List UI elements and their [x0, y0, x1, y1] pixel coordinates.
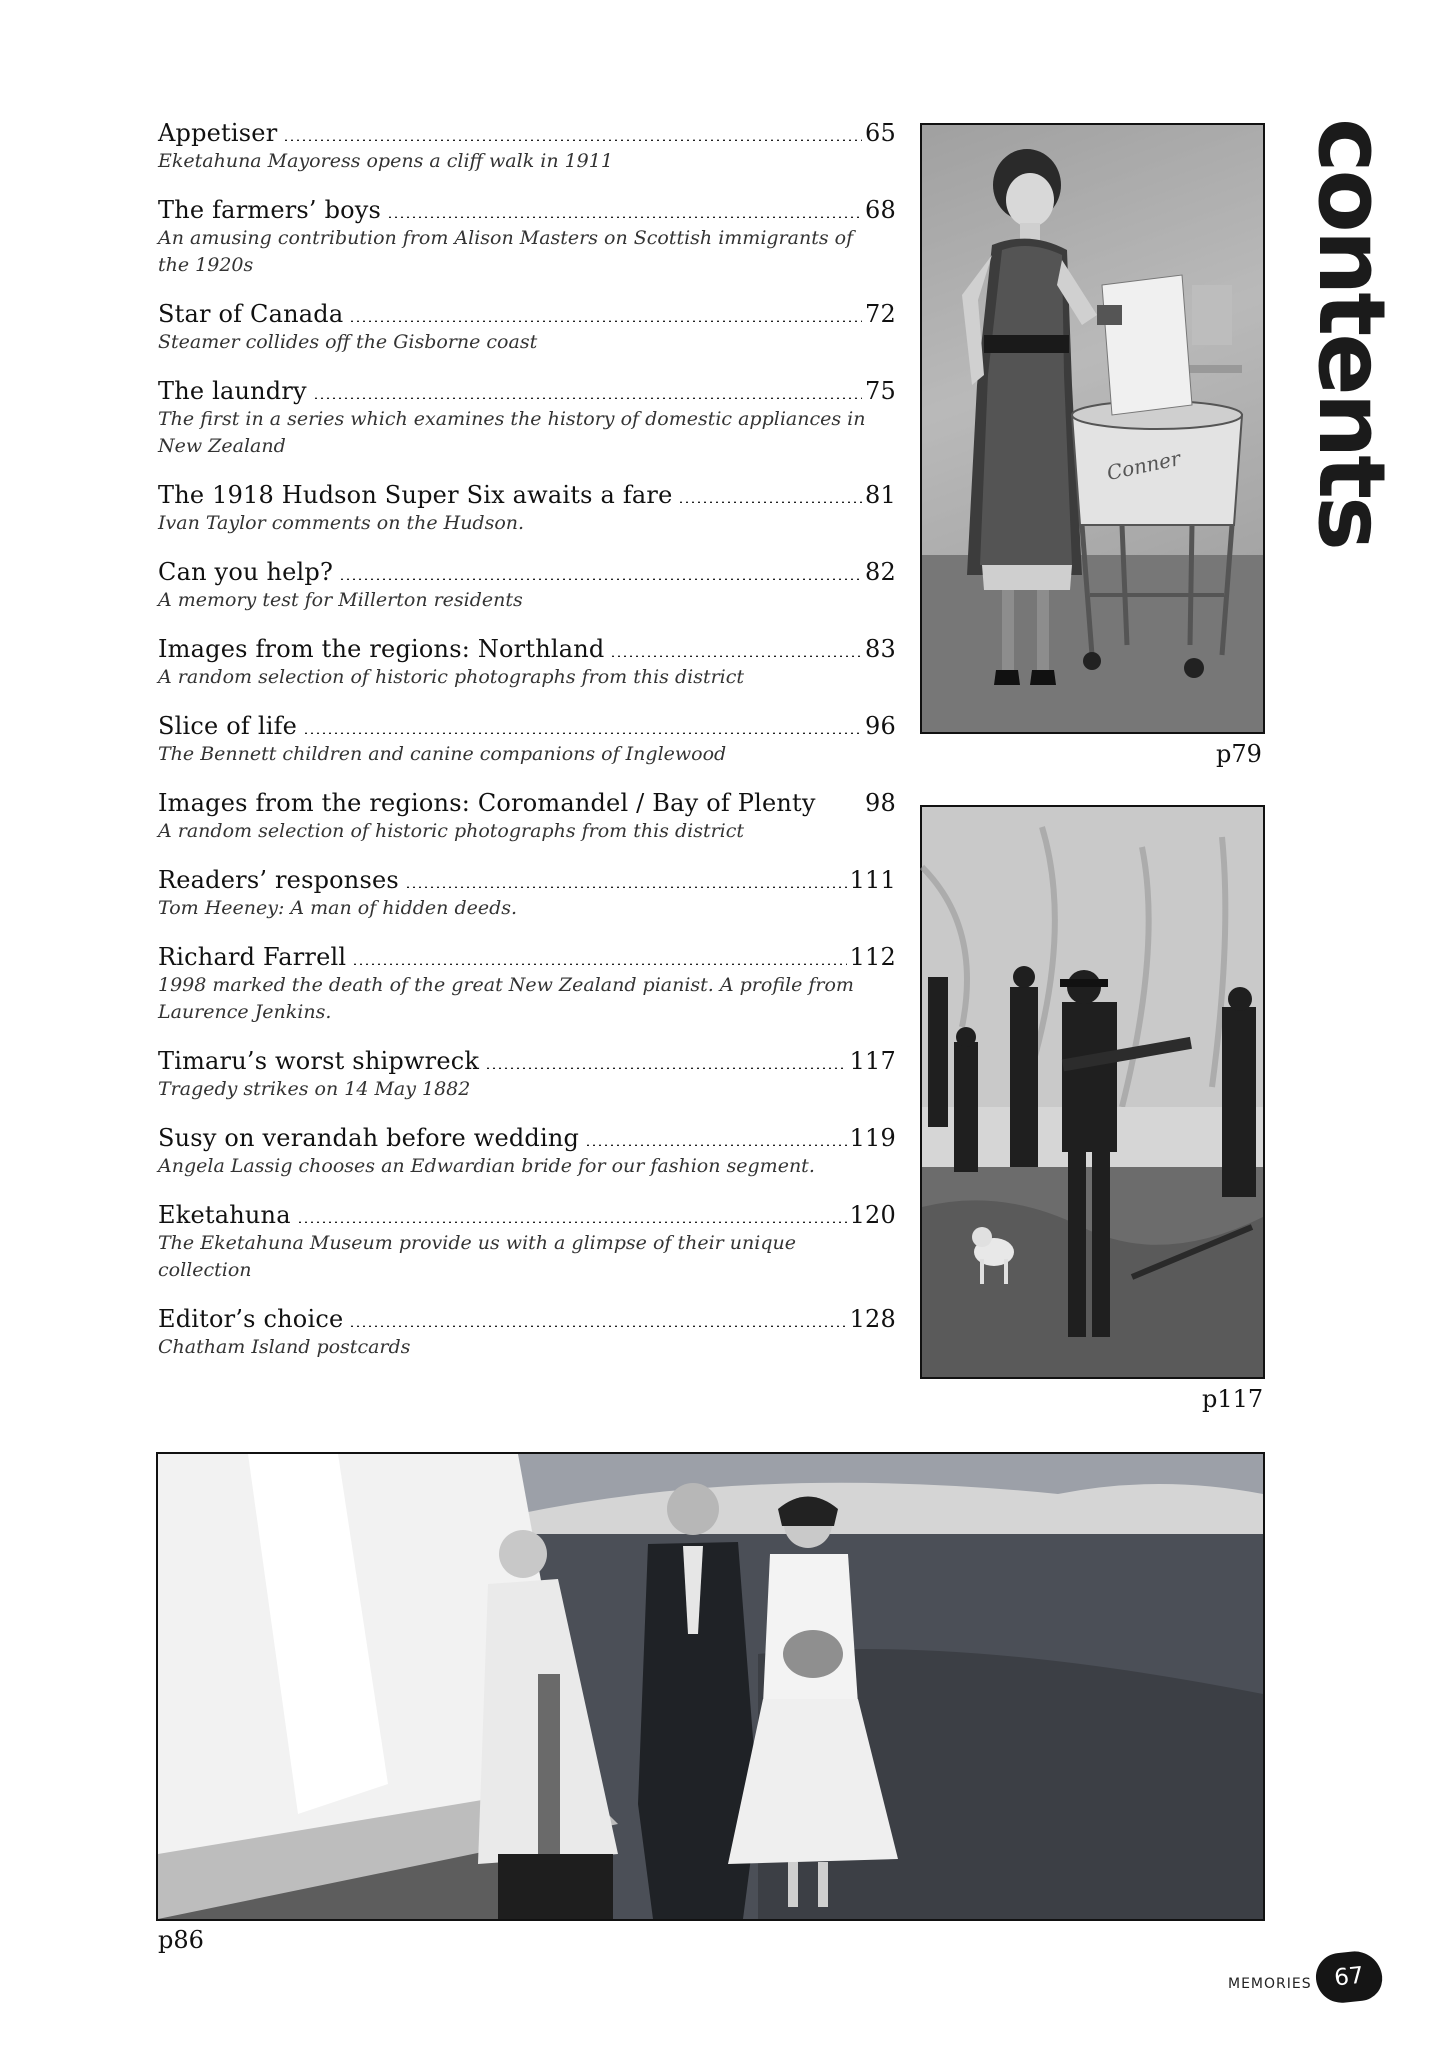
toc-entry-page-number: 75: [865, 377, 896, 405]
dot-leader: [303, 732, 862, 734]
toc-entry[interactable]: [158, 942, 896, 1026]
toc-entry-description: Ivan Taylor comments on the Hudson.: [158, 512, 525, 534]
toc-entry[interactable]: [158, 1046, 896, 1103]
toc-entry-title: Can you help?: [158, 558, 334, 586]
dot-leader: [352, 963, 846, 965]
dot-leader: [820, 816, 861, 818]
toc-entry[interactable]: [158, 788, 896, 845]
toc-entry-title: Eketahuna: [158, 1201, 291, 1229]
toc-entry-heading: [158, 480, 896, 510]
toc-entry-description: Steamer collides off the Gisborne coast: [158, 331, 538, 353]
toc-entry-title: Slice of life: [158, 712, 298, 740]
toc-entry-page-number: 65: [865, 119, 896, 147]
toc-entry-heading: [158, 1304, 896, 1334]
dot-leader: [678, 501, 862, 503]
toc-entry-description: The first in a series which examines the history of domestic appliances in New Zealand: [158, 408, 866, 457]
toc-entry[interactable]: [158, 711, 896, 768]
toc-entry-heading: [158, 788, 896, 818]
toc-entry-description: The Bennett children and canine companions of Inglewood: [158, 743, 727, 765]
toc-entry-description: A memory test for Millerton residents: [158, 589, 523, 611]
toc-entry-page-number: 72: [865, 300, 896, 328]
toc-entry-title: Richard Farrell: [158, 943, 347, 971]
toc-entry-page-number: 117: [849, 1047, 896, 1075]
toc-entry-title: Editor’s choice: [158, 1305, 344, 1333]
toc-entry[interactable]: [158, 1200, 896, 1284]
laundry-photo-caption: p79: [1216, 740, 1262, 768]
toc-entry[interactable]: [158, 118, 896, 175]
toc-entry-heading: [158, 557, 896, 587]
toc-entry[interactable]: [158, 299, 896, 356]
dot-leader: [349, 1325, 846, 1327]
toc-entry-heading: [158, 865, 896, 895]
toc-entry-description: An amusing contribution from Alison Masters on Scottish immigrants of the 1920s: [158, 227, 854, 276]
toc-entry-title: Images from the regions: Northland: [158, 635, 605, 663]
toc-entry-description: Eketahuna Mayoress opens a cliff walk in 1911: [158, 150, 613, 172]
page-number-badge: 67: [1314, 1949, 1385, 2006]
toc-entry[interactable]: [158, 195, 896, 279]
magazine-name: MEMORIES: [1228, 1976, 1312, 1992]
toc-entry[interactable]: [158, 480, 896, 537]
toc-entry-title: Readers’ responses: [158, 866, 399, 894]
wedding-photo: [156, 1452, 1265, 1921]
wedding-photo-illustration: [158, 1454, 1263, 1919]
contents-list: [158, 118, 896, 1381]
machine-brand-label: Conner: [1104, 446, 1183, 485]
toc-entry-page-number: 111: [849, 866, 896, 894]
toc-entry-heading: [158, 299, 896, 329]
toc-entry[interactable]: [158, 1304, 896, 1361]
toc-entry-description: 1998 marked the death of the great New Zealand pianist. A profile from Laurence Jenkins.: [158, 974, 854, 1023]
toc-entry-heading: [158, 118, 896, 148]
toc-entry-title: Images from the regions: Coromandel / Bay of Plenty: [158, 789, 816, 817]
toc-entry-page-number: 96: [865, 712, 896, 740]
toc-entry-heading: [158, 1046, 896, 1076]
toc-entry[interactable]: [158, 557, 896, 614]
contents-title-graphic: [1298, 118, 1405, 648]
dot-leader: [387, 216, 862, 218]
toc-entry-page-number: 81: [865, 481, 896, 509]
toc-entry-heading: [158, 942, 896, 972]
toc-entry[interactable]: [158, 634, 896, 691]
toc-entry-description: A random selection of historic photographs from this district: [158, 666, 745, 688]
toc-entry-title: The 1918 Hudson Super Six awaits a fare: [158, 481, 673, 509]
dot-leader: [313, 397, 862, 399]
laundry-photo-illustration: [922, 125, 1263, 732]
dot-leader: [283, 139, 862, 141]
toc-entry-title: Appetiser: [158, 119, 278, 147]
toc-entry-description: A random selection of historic photographs from this district: [158, 820, 745, 842]
shipwreck-photo-caption: p117: [1202, 1385, 1264, 1413]
toc-entry-title: The farmers’ boys: [158, 196, 382, 224]
toc-entry-page-number: 82: [865, 558, 896, 586]
dot-leader: [585, 1144, 847, 1146]
toc-entry-title: Susy on verandah before wedding: [158, 1124, 580, 1152]
toc-entry-page-number: 98: [865, 789, 896, 817]
laundry-photo: [920, 123, 1265, 734]
shipwreck-photo: [920, 805, 1265, 1379]
toc-entry-description: Chatham Island postcards: [158, 1336, 411, 1358]
dot-leader: [405, 886, 847, 888]
toc-entry[interactable]: [158, 865, 896, 922]
dot-leader: [297, 1221, 847, 1223]
toc-entry-page-number: 112: [849, 943, 896, 971]
toc-entry-page-number: 128: [849, 1305, 896, 1333]
toc-entry-page-number: 83: [865, 635, 896, 663]
toc-entry-heading: [158, 1200, 896, 1230]
dot-leader: [610, 655, 862, 657]
toc-entry[interactable]: [158, 376, 896, 460]
contents-section-title: [1298, 118, 1405, 648]
contents-title-text: contents: [1298, 118, 1405, 548]
toc-entry-heading: [158, 376, 896, 406]
toc-entry-description: Tom Heeney: A man of hidden deeds.: [158, 897, 518, 919]
toc-entry-page-number: 68: [865, 196, 896, 224]
toc-entry-heading: [158, 711, 896, 741]
toc-entry-description: Angela Lassig chooses an Edwardian bride for our fashion segment.: [158, 1155, 815, 1177]
toc-entry-title: Timaru’s worst shipwreck: [158, 1047, 480, 1075]
dot-leader: [339, 578, 862, 580]
toc-entry-page-number: 119: [849, 1124, 896, 1152]
wedding-photo-caption: p86: [158, 1926, 204, 1954]
toc-entry[interactable]: [158, 1123, 896, 1180]
toc-entry-title: The laundry: [158, 377, 307, 405]
toc-entry-title: Star of Canada: [158, 300, 344, 328]
toc-entry-description: The Eketahuna Museum provide us with a glimpse of their unique collection: [158, 1232, 796, 1281]
dot-leader: [485, 1067, 846, 1069]
shipwreck-photo-illustration: [922, 807, 1263, 1377]
toc-entry-page-number: 120: [849, 1201, 896, 1229]
toc-entry-description: Tragedy strikes on 14 May 1882: [158, 1078, 471, 1100]
dot-leader: [349, 320, 862, 322]
toc-entry-heading: [158, 634, 896, 664]
toc-entry-heading: [158, 195, 896, 225]
toc-entry-heading: [158, 1123, 896, 1153]
